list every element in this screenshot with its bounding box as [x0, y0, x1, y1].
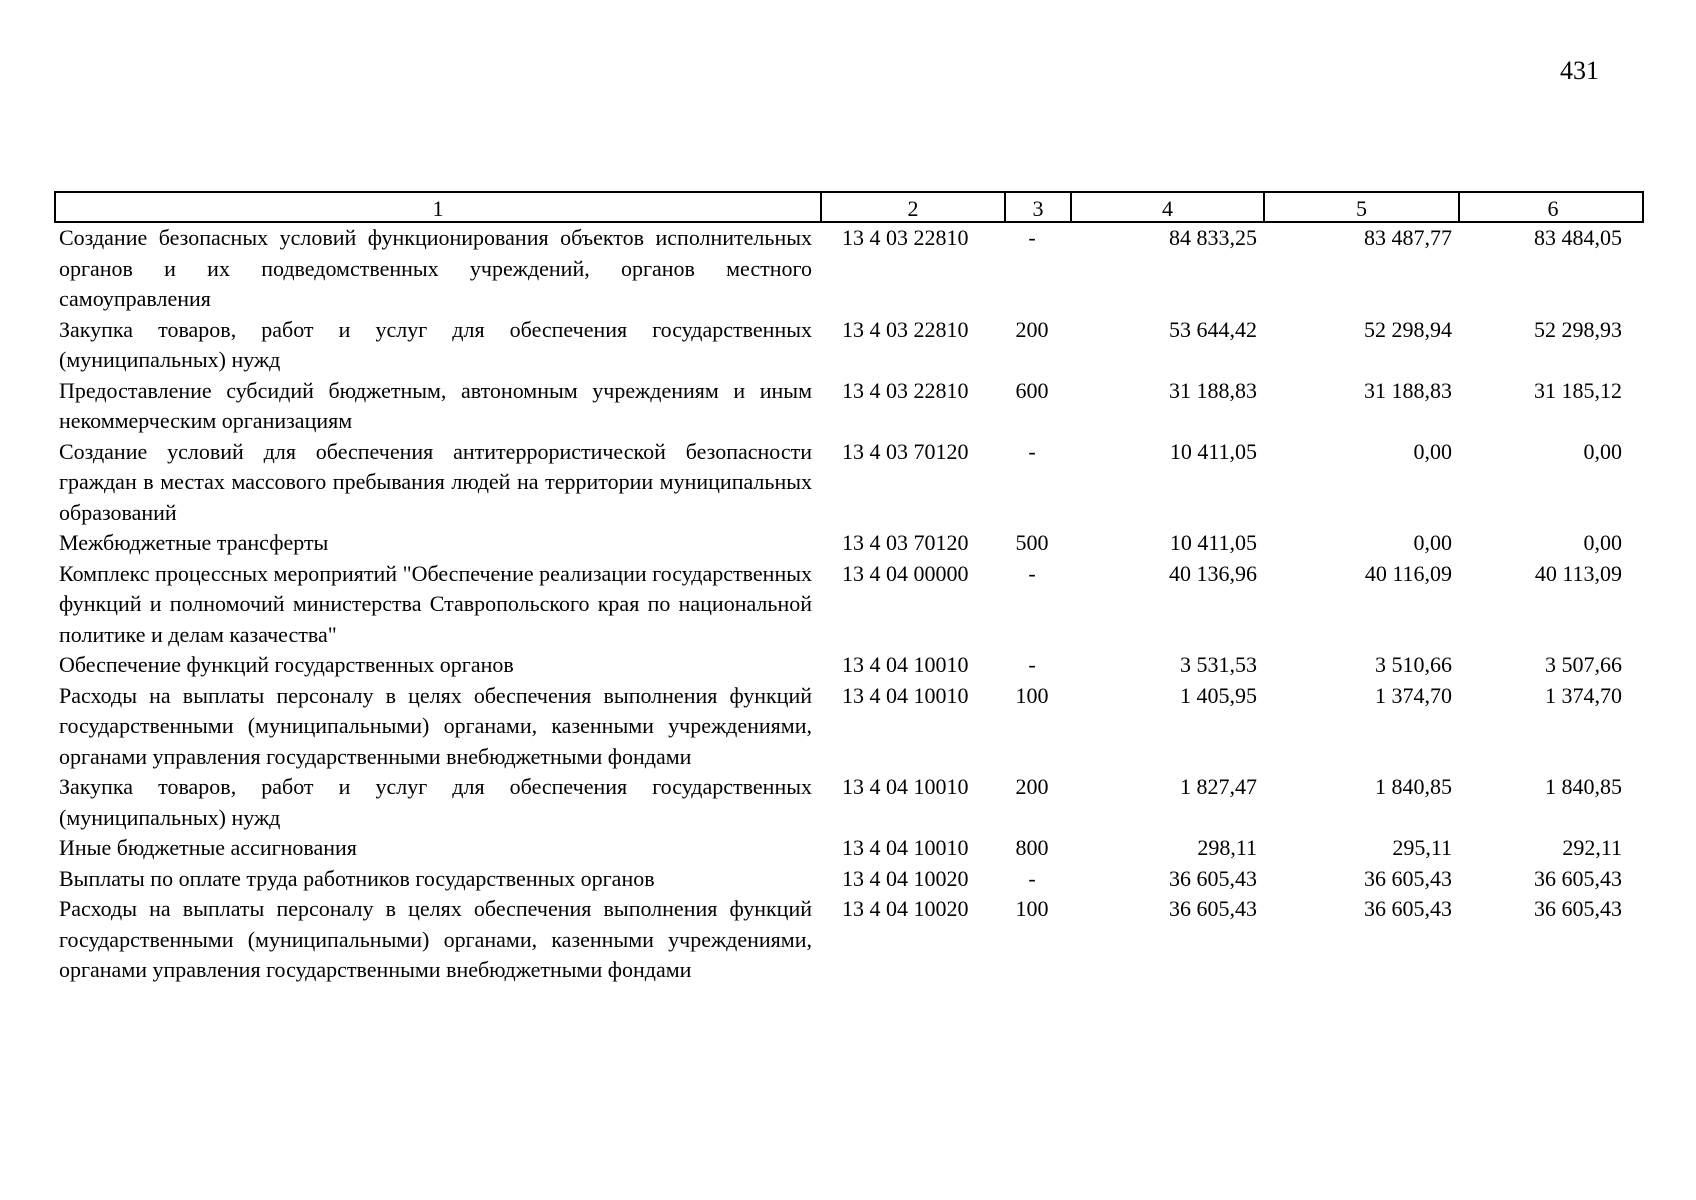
row-value-5: 1 840,85: [1375, 774, 1452, 799]
row-value-4: 1 405,95: [1180, 682, 1257, 708]
row-value-6: 0,00: [1583, 438, 1622, 464]
header-col-3: 3: [1004, 193, 1070, 223]
row-value-4: 31 188,83: [1169, 377, 1257, 403]
header-col-2: 2: [820, 193, 1004, 223]
row-code: 13 4 04 10010: [842, 774, 969, 799]
row-value-5: 0,00: [1413, 438, 1452, 464]
row-name: Предоставление субсидий бюджетным, автономным учреждениям и иным некоммерческим организациям: [59, 377, 812, 433]
table-row: [54, 315, 1644, 376]
row-value-4: 84 833,25: [1169, 225, 1257, 250]
table-row: [54, 864, 1644, 895]
page-number: 431: [1560, 56, 1599, 85]
row-value-5: 3 510,66: [1375, 652, 1452, 677]
table-body: [54, 223, 1644, 986]
row-value-5: 83 487,77: [1364, 225, 1452, 250]
row-type: 100: [1015, 682, 1049, 708]
row-value-5: 31 188,83: [1364, 377, 1452, 403]
row-type: 500: [1015, 530, 1049, 555]
row-code: 13 4 03 22810: [842, 377, 969, 403]
row-code: 13 4 03 70120: [842, 438, 969, 464]
table-row: [54, 650, 1644, 681]
row-type: 200: [1015, 316, 1049, 342]
row-value-5: 295,11: [1392, 835, 1452, 860]
row-value-5: 36 605,43: [1364, 896, 1452, 921]
row-value-6: 292,11: [1562, 835, 1622, 860]
row-name: Иные бюджетные ассигнования: [59, 835, 357, 860]
table-header: [54, 191, 1644, 223]
row-name: Межбюджетные трансферты: [59, 530, 329, 555]
row-value-4: 53 644,42: [1169, 316, 1257, 342]
row-value-4: 1 827,47: [1180, 774, 1257, 799]
row-type: 100: [1015, 896, 1049, 921]
table-row: [54, 772, 1644, 833]
row-name: Закупка товаров, работ и услуг для обеспечения государственных (муниципальных) нужд: [59, 774, 812, 830]
row-name: Создание безопасных условий функционирования объектов исполнительных органов и их подведомственных учреждений, органов местного самоуправления: [59, 225, 812, 311]
row-name: Выплаты по оплате труда работников государственных органов: [59, 865, 655, 891]
row-value-6: 31 185,12: [1534, 377, 1622, 403]
table-row: [54, 528, 1644, 559]
table-row: [54, 894, 1644, 986]
row-code: 13 4 04 10010: [842, 682, 969, 708]
row-value-4: 3 531,53: [1180, 652, 1257, 677]
row-value-4: 10 411,05: [1169, 530, 1257, 555]
row-type: 800: [1015, 835, 1049, 860]
row-type: 200: [1015, 774, 1049, 799]
row-value-4: 298,11: [1197, 835, 1257, 860]
row-name: Расходы на выплаты персоналу в целях обеспечения выполнения функций государственными (муниципальными) органами, казенными учреждениями, органами управления государственными внебюджетными фондами: [59, 682, 812, 769]
row-type: 600: [1015, 377, 1049, 403]
row-value-5: 1 374,70: [1375, 682, 1452, 708]
row-value-6: 36 605,43: [1534, 865, 1622, 891]
row-value-4: 40 136,96: [1169, 560, 1257, 586]
table-row: [54, 223, 1644, 315]
row-code: 13 4 03 22810: [842, 225, 969, 250]
row-value-4: 36 605,43: [1169, 865, 1257, 891]
row-code: 13 4 03 22810: [842, 316, 969, 342]
row-type: -: [1028, 225, 1036, 250]
row-value-5: 40 116,09: [1364, 560, 1452, 586]
table-row: [54, 437, 1644, 529]
row-value-6: 52 298,93: [1534, 316, 1622, 342]
row-code: 13 4 04 10010: [842, 652, 969, 677]
row-value-6: 0,00: [1583, 530, 1622, 555]
row-type: -: [1028, 865, 1036, 891]
row-code: 13 4 04 10020: [842, 896, 969, 921]
table-row: [54, 559, 1644, 651]
row-value-5: 36 605,43: [1364, 865, 1452, 891]
header-col-1: 1: [432, 196, 444, 221]
row-code: 13 4 04 00000: [842, 560, 969, 586]
row-code: 13 4 04 10010: [842, 835, 969, 860]
header-col-6: 6: [1458, 193, 1646, 223]
row-value-6: 1 374,70: [1545, 682, 1622, 708]
row-type: -: [1028, 560, 1036, 586]
row-type: -: [1028, 438, 1036, 464]
row-name: Расходы на выплаты персоналу в целях обеспечения выполнения функций государственными (муниципальными) органами, казенными учреждениями, органами управления государственными внебюджетными фондами: [59, 896, 812, 982]
row-type: -: [1028, 652, 1036, 677]
row-value-6: 3 507,66: [1545, 652, 1622, 677]
header-col-4: 4: [1070, 193, 1263, 223]
row-value-5: 52 298,94: [1364, 316, 1452, 342]
row-value-4: 10 411,05: [1169, 438, 1257, 464]
row-value-4: 36 605,43: [1169, 896, 1257, 921]
row-name: Закупка товаров, работ и услуг для обеспечения государственных (муниципальных) нужд: [59, 316, 812, 372]
row-code: 13 4 03 70120: [842, 530, 969, 555]
table-row: [54, 376, 1644, 437]
row-code: 13 4 04 10020: [842, 865, 969, 891]
row-value-6: 36 605,43: [1534, 896, 1622, 921]
table-row: [54, 833, 1644, 864]
row-value-5: 0,00: [1413, 530, 1452, 555]
row-value-6: 40 113,09: [1534, 560, 1622, 586]
table-row: [54, 681, 1644, 773]
header-col-5: 5: [1263, 193, 1458, 223]
row-name: Комплекс процессных мероприятий "Обеспечение реализации государственных функций и полномочий министерства Ставропольского края по национальной политике и делам казачества": [59, 560, 812, 647]
row-value-6: 1 840,85: [1545, 774, 1622, 799]
row-value-6: 83 484,05: [1534, 225, 1622, 250]
row-name: Обеспечение функций государственных органов: [59, 652, 514, 677]
budget-table: [54, 191, 1644, 986]
row-name: Создание условий для обеспечения антитеррористической безопасности граждан в местах массового пребывания людей на территории муниципальных образований: [59, 438, 812, 525]
